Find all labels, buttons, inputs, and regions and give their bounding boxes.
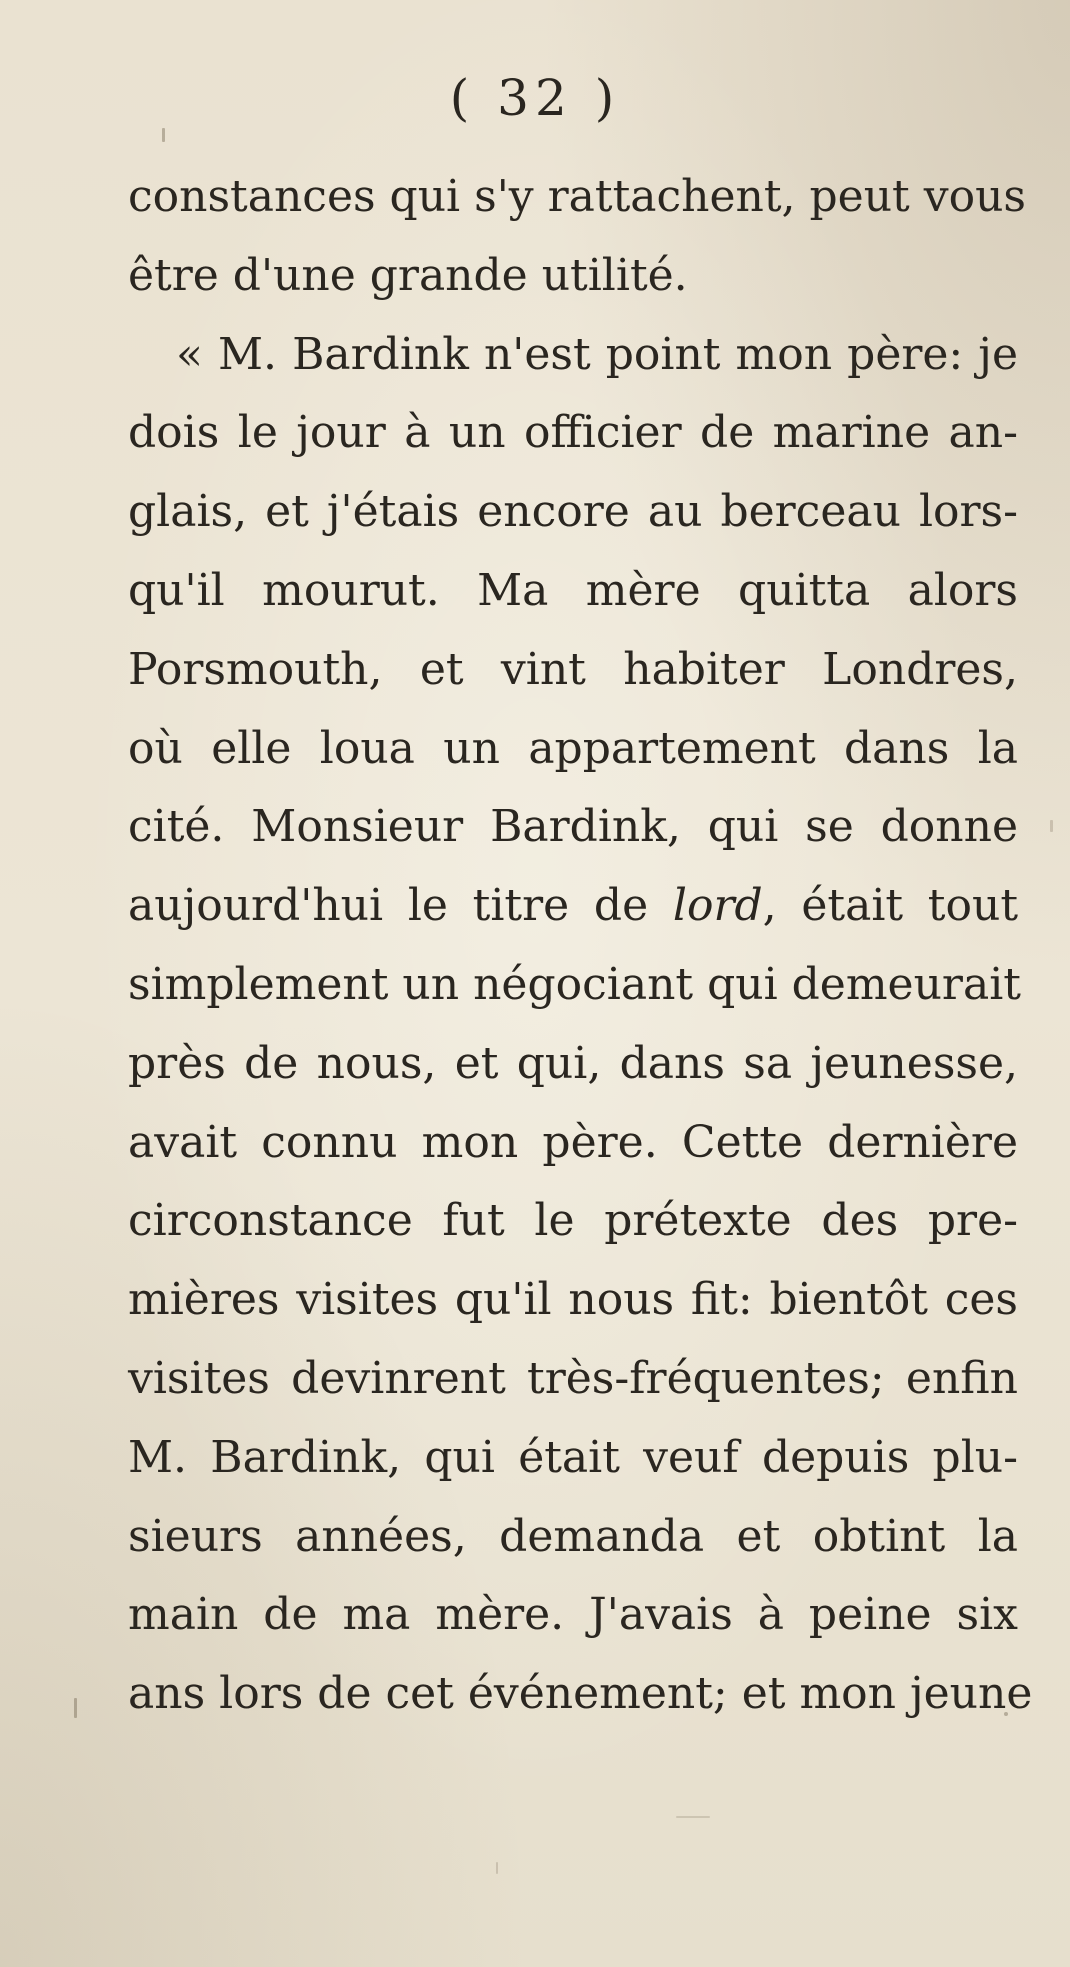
text-line: près de nous, et qui, dans sa jeunesse, [128, 1037, 1018, 1089]
text-line: qu'il mourut. Ma mère quitta alors [128, 564, 1018, 616]
paper-speck [496, 1862, 498, 1874]
text-line: avait connu mon père. Cette dernière [128, 1116, 1018, 1168]
text-line: glais, et j'étais encore au berceau lors- [128, 486, 1018, 538]
text-line: être d'une grande utilité. [128, 249, 688, 301]
text-line: où elle loua un appartement dans la [128, 722, 1018, 774]
text-line: ans lors de cet événement; et mon jeune [128, 1668, 1033, 1720]
text-line: sieurs années, demanda et obtint la [128, 1510, 1018, 1562]
text-line: dois le jour à un officier de marine an- [128, 407, 1018, 459]
text-line: mières visites qu'il nous fit: bientôt ces [128, 1274, 1018, 1326]
text-line: « M. Bardink n'est point mon père: je [176, 328, 1018, 380]
page-number: ( 32 ) [449, 69, 621, 127]
text-segment: aujourd'hui le titre de [128, 880, 673, 932]
text-line: Porsmouth, et vint habiter Londres, [128, 643, 1018, 695]
paper-speck [1050, 820, 1053, 832]
text-line: simplement un négociant qui demeurait [128, 958, 1021, 1010]
paper-speck [74, 1698, 77, 1718]
text-line: constances qui s'y rattachent, peut vous [128, 171, 1026, 222]
text-line: visites devinrent très-fréquentes; enfin [128, 1352, 1018, 1404]
text-line: cité. Monsieur Bardink, qui se donne [128, 801, 1018, 853]
text-line: main de ma mère. J'avais à peine six [128, 1589, 1018, 1641]
text-line [128, 867, 1018, 946]
italic-word: lord [672, 880, 763, 932]
paper-speck [676, 1816, 710, 1818]
text-line: M. Bardink, qui était veuf depuis plu- [128, 1431, 1018, 1483]
text-line: circonstance fut le prétexte des pre- [128, 1195, 1018, 1247]
paper-speck [162, 128, 165, 142]
text-segment: , était tout [762, 880, 1019, 932]
body-text [128, 158, 1033, 1734]
